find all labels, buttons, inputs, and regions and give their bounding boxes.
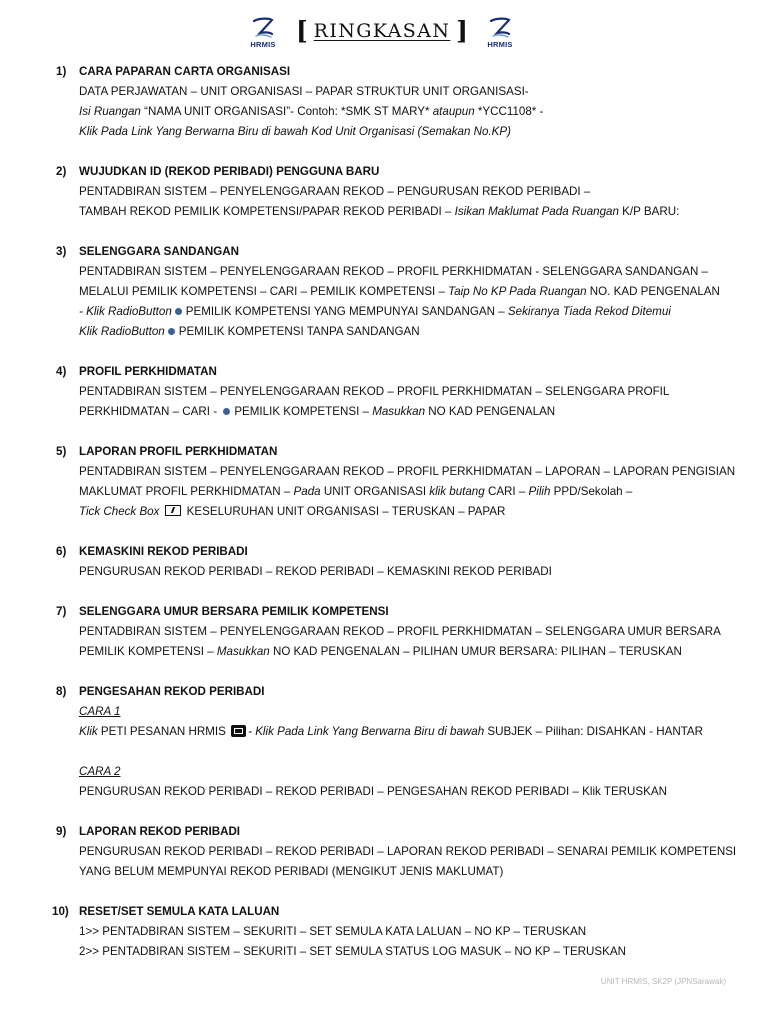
radio-button-icon [223,408,230,415]
section-number: 4) [56,365,67,378]
document-header [0,14,768,54]
text: K/P BARU: [618,205,680,218]
text: PETI PESANAN HRMIS [97,725,230,738]
section-gap [0,582,768,602]
text: PEMILIK KOMPETENSI – [79,645,217,658]
section-gap [0,142,768,162]
text: KESELURUHAN UNIT ORGANISASI – TERUSKAN – PAPAR [186,505,506,518]
logo-text: HRMIS [250,40,276,49]
italic-text: Taip No KP Pada Ruangan [448,285,587,298]
section-2 [0,162,768,222]
section-title: LAPORAN REKOD PERIBADI [79,825,241,838]
italic-text: Isi Ruangan [79,105,141,118]
section-number: 9) [56,825,67,838]
section-gap [0,802,768,822]
section-line [79,642,768,662]
section-title: LAPORAN PROFIL PERKHIDMATAN [79,445,278,458]
section-line: PENGURUSAN REKOD PERIBADI – REKOD PERIBADI – PENGESAHAN REKOD PERIBADI – Klik TERUSKAN [79,785,667,798]
text: CARI – [484,485,529,498]
section-gap [0,662,768,682]
section-number: 3) [56,245,67,258]
section-number: 7) [56,605,67,618]
section-7 [0,602,768,662]
italic-text: Masukkan [372,405,426,418]
text: PPD/Sekolah – [550,485,633,498]
title-bracket-left: [ [296,16,308,45]
section-9 [0,822,768,882]
section-line: PENTADBIRAN SISTEM – PENYELENGGARAAN REKOD – PROFIL PERKHIDMATAN - SELENGGARA SANDANGAN – [79,265,708,278]
section-number: 5) [56,445,67,458]
section-line: DATA PERJAWATAN – UNIT ORGANISASI – PAPAR STRUKTUR UNIT ORGANISASI- [79,85,529,98]
section-line [79,402,768,422]
italic-text: Pada [293,485,321,498]
text: “NAMA UNIT ORGANISASI”- Contoh: *SMK ST MARY* [140,105,433,118]
section-line: 2>> PENTADBIRAN SISTEM – SEKURITI – SET SEMULA STATUS LOG MASUK – NO KP – TERUSKAN [79,945,626,958]
text: NO KAD PENGENALAN [425,405,556,418]
italic-text: Pilih [528,485,551,498]
section-line: PENGURUSAN REKOD PERIBADI – REKOD PERIBADI – LAPORAN REKOD PERIBADI – SENARAI PEMILIK KOMPETENSI [79,845,737,858]
section-number: 1) [56,65,67,78]
text: PEMILIK KOMPETENSI YANG MEMPUNYAI SANDANGAN – [185,305,508,318]
text: TAMBAH REKOD PEMILIK KOMPETENSI/PAPAR REKOD PERIBADI – [79,205,455,218]
italic-text: Isikan Maklumat Pada Ruangan [454,205,619,218]
italic-text: Tick Check Box [79,505,160,518]
section-line [79,322,768,342]
section-1 [0,62,768,142]
hrmis-logo-left [243,16,283,52]
section-line [79,302,768,322]
hrmis-logo-right [480,16,520,52]
section-gap [0,342,768,362]
section-line [79,282,768,302]
section-line [79,202,768,222]
summary-list [0,62,768,962]
section-line [79,482,768,502]
section-number: 10) [52,905,69,918]
section-title: PROFIL PERKHIDMATAN [79,365,217,378]
section-number: 2) [56,165,67,178]
section-line: PENTADBIRAN SISTEM – PENYELENGGARAAN REKOD – PROFIL PERKHIDMATAN – SELENGGARA PROFIL [79,385,670,398]
section-line: Klik Pada Link Yang Berwarna Biru di bawah Kod Unit Organisasi (Semakan No.KP) [79,125,511,138]
radio-button-icon [168,328,175,335]
section-line: YANG BELUM MEMPUNYAI REKOD PERIBADI (MENGIKUT JENIS MAKLUMAT) [79,865,504,878]
section-title: SELENGGARA UMUR BERSARA PEMILIK KOMPETENSI [79,605,389,618]
section-gap [0,422,768,442]
section-line [79,722,768,742]
italic-text: Masukkan [216,645,270,658]
text: PEMILIK KOMPETENSI TANPA SANDANGAN [178,325,420,338]
section-number: 8) [56,685,67,698]
section-line: PENGURUSAN REKOD PERIBADI – REKOD PERIBADI – KEMASKINI REKOD PERIBADI [79,565,552,578]
italic-text: ataupun [432,105,475,118]
section-number: 6) [56,545,67,558]
section-title: CARA PAPARAN CARTA ORGANISASI [79,65,291,78]
section-title: WUJUDKAN ID (REKOD PERIBADI) PENGGUNA BARU [79,165,380,178]
mail-icon [231,725,246,737]
title-bracket-right: ] [456,16,468,45]
section-title: RESET/SET SEMULA KATA LALUAN [79,905,280,918]
text: NO. KAD PENGENALAN [586,285,720,298]
section-6 [0,542,768,582]
text: UNIT ORGANISASI [320,485,430,498]
text: MAKLUMAT PROFIL PERKHIDMATAN – [79,485,294,498]
hrmis-swoosh-icon [488,16,512,40]
blank-line [79,742,768,762]
section-line [79,102,768,122]
section-5 [0,442,768,522]
hrmis-swoosh-icon [251,16,275,40]
logo-text: HRMIS [487,40,513,49]
text: NO KAD PENGENALAN – PILIHAN UMUR BERSARA: PILIHAN – TERUSKAN [269,645,682,658]
italic-text: klik butang [429,485,485,498]
footer-note: UNIT HRMIS, SK2P (JPNSarawak) [600,977,726,986]
italic-text: - Klik RadioButton [79,305,172,318]
section-line [79,502,768,522]
text: *YCC1108* - [474,105,544,118]
section-10 [0,902,768,962]
section-line: PENTADBIRAN SISTEM – PENYELENGGARAAN REKOD – PROFIL PERKHIDMATAN – SELENGGARA UMUR BERSARA [79,625,721,638]
checked-checkbox-icon [165,505,181,516]
italic-text: Klik [79,725,98,738]
section-title: KEMASKINI REKOD PERIBADI [79,545,248,558]
section-3 [0,242,768,342]
section-title: SELENGGARA SANDANGAN [79,245,239,258]
section-title: PENGESAHAN REKOD PERIBADI [79,685,265,698]
section-line: PENTADBIRAN SISTEM – PENYELENGGARAAN REKOD – PENGURUSAN REKOD PERIBADI – [79,185,591,198]
page-title [296,15,468,47]
text: SUBJEK – Pilihan: DISAHKAN - HANTAR [484,725,704,738]
italic-text: Klik RadioButton [79,325,165,338]
section-gap [0,222,768,242]
section-line: PENTADBIRAN SISTEM – PENYELENGGARAAN REKOD – PROFIL PERKHIDMATAN – LAPORAN – LAPORAN PENGISIAN [79,465,736,478]
radio-button-icon [175,308,182,315]
method-label: CARA 1 [79,705,121,718]
section-8 [0,682,768,802]
section-gap [0,882,768,902]
section-gap [0,522,768,542]
text: MELALUI PEMILIK KOMPETENSI – CARI – PEMILIK KOMPETENSI – [79,285,449,298]
title-text: RINGKASAN [313,20,451,42]
method-label: CARA 2 [79,765,121,778]
section-line: 1>> PENTADBIRAN SISTEM – SEKURITI – SET SEMULA KATA LALUAN – NO KP – TERUSKAN [79,925,587,938]
italic-text: - Klik Pada Link Yang Berwarna Biru di bawah [248,725,485,738]
text: PEMILIK KOMPETENSI – [234,405,373,418]
italic-text: Sekiranya Tiada Rekod Ditemui [507,305,671,318]
text: PERKHIDMATAN – CARI - [79,405,218,418]
section-4 [0,362,768,422]
